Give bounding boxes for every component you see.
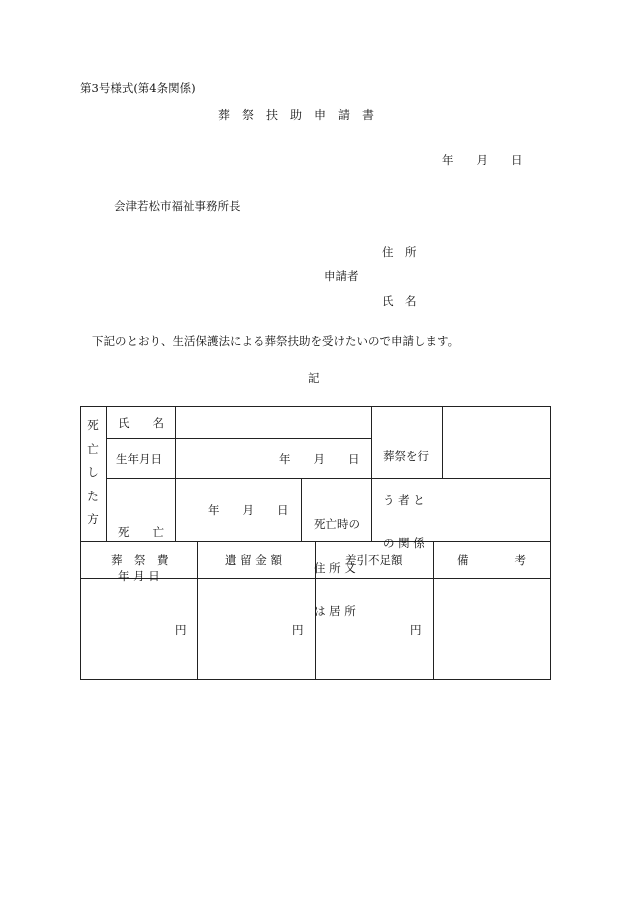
funeral-relation-line: 葬祭を行	[383, 449, 429, 463]
addressee: 会津若松市福祉事務所長	[114, 199, 241, 213]
funeral-relation-line: の 関 係	[383, 536, 425, 550]
address-label: 住 所	[382, 245, 417, 259]
birth-date-value: 年 月 日	[279, 452, 360, 466]
form-number: 第3号様式(第4条関係)	[80, 81, 196, 95]
death-address-label	[314, 488, 360, 648]
shortfall-yen: 円	[410, 623, 422, 637]
birth-date-label: 生年月日	[116, 452, 162, 466]
deceased-label-char: た	[87, 488, 99, 503]
application-statement: 下記のとおり、生活保護法による葬祭扶助を受けたいので申請します。	[92, 334, 460, 348]
application-date: 年 月 日	[442, 153, 523, 167]
deceased-name-label: 氏 名	[118, 416, 164, 430]
estate-amount-header: 遺 留 金 額	[225, 553, 282, 567]
death-address-label-line: 住 所 又	[314, 560, 356, 575]
ki-heading: 記	[308, 371, 320, 385]
document-title: 葬 祭 扶 助 申 請 書	[218, 108, 375, 122]
funeral-cost-header: 葬 祭 費	[111, 553, 169, 567]
deceased-label-char: し	[87, 465, 99, 479]
shortfall-header: 差引不足額	[345, 553, 403, 567]
deceased-label-char: 亡	[87, 441, 99, 456]
name-label: 氏 名	[382, 294, 417, 308]
death-address-label-line: 死亡時の	[314, 517, 360, 531]
death-date-label-line: 死 亡	[118, 525, 164, 539]
deceased-label-char: 方	[87, 512, 99, 526]
death-date-value: 年 月 日	[208, 503, 289, 517]
applicant-label: 申請者	[324, 269, 359, 283]
remarks-header: 備 考	[457, 553, 526, 567]
estate-amount-yen: 円	[292, 623, 304, 637]
deceased-person-label	[86, 414, 100, 532]
funeral-relation-line: う 者 と	[383, 492, 425, 507]
death-date-label-line: 年 月 日	[118, 568, 160, 583]
deceased-label-char: 死	[87, 418, 99, 432]
application-table	[80, 406, 551, 680]
funeral-cost-yen: 円	[175, 623, 187, 637]
death-address-label-line: は 居 所	[314, 604, 356, 618]
